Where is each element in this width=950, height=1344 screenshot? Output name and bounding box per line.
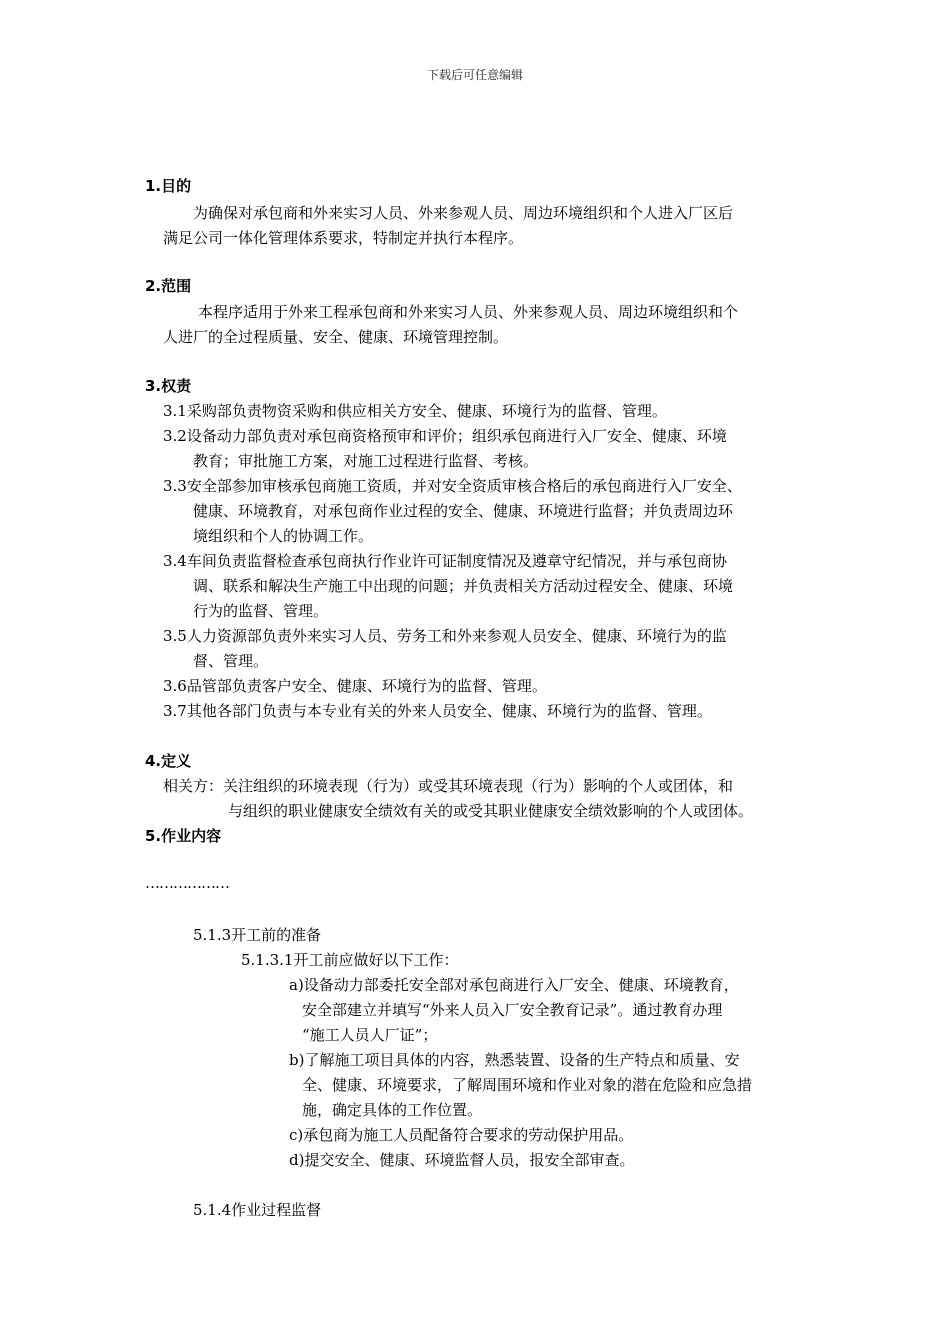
responsibility-line: 3.2设备动力部负责对承包商资格预审和评价；组织承包商进行入厂安全、健康、环境 xyxy=(163,427,727,445)
purpose-line: 为确保对承包商和外来实习人员、外来参观人员、周边环境组织和个人进入厂区后 xyxy=(193,204,734,222)
responsibility-line: 行为的监督、管理。 xyxy=(193,602,329,620)
responsibility-line: 3.1采购部负责物资采购和供应相关方安全、健康、环境行为的监督、管理。 xyxy=(163,402,667,420)
section-title-work: 5.作业内容 xyxy=(145,827,222,845)
responsibility-line: 3.5人力资源部负责外来实习人员、劳务工和外来参观人员安全、健康、环境行为的监 xyxy=(163,627,727,645)
work-line: b)了解施工项目具体的内容，熟悉装置、设备的生产特点和质量、安 xyxy=(289,1051,740,1069)
work-line: 施，确定具体的工作位置。 xyxy=(302,1101,483,1119)
work-line: 5.1.3开工前的准备 xyxy=(193,926,322,944)
responsibility-line: 督、管理。 xyxy=(193,652,269,670)
work-line: 5.1.4作业过程监督 xyxy=(193,1201,322,1219)
scope-line: 本程序适用于外来工程承包商和外来实习人员、外来参观人员、周边环境组织和个 xyxy=(198,303,739,321)
work-line: d)提交安全、健康、环境监督人员，报安全部审查。 xyxy=(289,1151,635,1169)
section-title-purpose: 1.目的 xyxy=(145,177,192,195)
responsibility-line: 调、联系和解决生产施工中出现的问题；并负责相关方活动过程安全、健康、环境 xyxy=(193,577,734,595)
work-line: 5.1.3.1开工前应做好以下工作： xyxy=(241,951,459,969)
responsibility-line: 境组织和个人的协调工作。 xyxy=(193,527,374,545)
scope-line: 人进厂的全过程质量、安全、健康、环境管理控制。 xyxy=(163,328,509,346)
responsibility-line: 教育；审批施工方案，对施工过程进行监督、考核。 xyxy=(193,452,539,470)
work-line: “施工人员人厂证”； xyxy=(302,1026,438,1044)
responsibility-line: 3.7其他各部门负责与本专业有关的外来人员安全、健康、环境行为的监督、管理。 xyxy=(163,702,712,720)
section-title-scope: 2.范围 xyxy=(145,277,192,295)
page-header: 下载后可任意编辑 xyxy=(426,68,523,82)
purpose-line: 满足公司一体化管理体系要求，特制定并执行本程序。 xyxy=(163,229,524,247)
definition-line: 与组织的职业健康安全绩效有关的或受其职业健康安全绩效影响的个人或团体。 xyxy=(228,802,754,820)
section-title-definition: 4.定义 xyxy=(145,752,192,770)
definition-line: 相关方：关注组织的环境表现（行为）或受其环境表现（行为）影响的个人或团体，和 xyxy=(163,777,734,795)
omission-ellipsis: ……………… xyxy=(145,874,229,892)
section-title-responsibility: 3.权责 xyxy=(145,377,192,395)
responsibility-line: 3.4车间负责监督检查承包商执行作业许可证制度情况及遵章守纪情况，并与承包商协 xyxy=(163,552,727,570)
responsibility-line: 3.6品管部负责客户安全、健康、环境行为的监督、管理。 xyxy=(163,677,547,695)
work-line: 安全部建立并填写“外来人员入厂安全教育记录”。通过教育办理 xyxy=(302,1001,723,1019)
work-line: 全、健康、环境要求，了解周围环境和作业对象的潜在危险和应急措 xyxy=(302,1076,753,1094)
work-line: c)承包商为施工人员配备符合要求的劳动保护用品。 xyxy=(289,1126,634,1144)
responsibility-line: 3.3安全部参加审核承包商施工资质，并对安全资质审核合格后的承包商进行入厂安全、 xyxy=(163,477,742,495)
responsibility-line: 健康、环境教育，对承包商作业过程的安全、健康、环境进行监督；并负责周边环 xyxy=(193,502,734,520)
work-line: a)设备动力部委托安全部对承包商进行入厂安全、健康、环境教育， xyxy=(289,976,739,994)
